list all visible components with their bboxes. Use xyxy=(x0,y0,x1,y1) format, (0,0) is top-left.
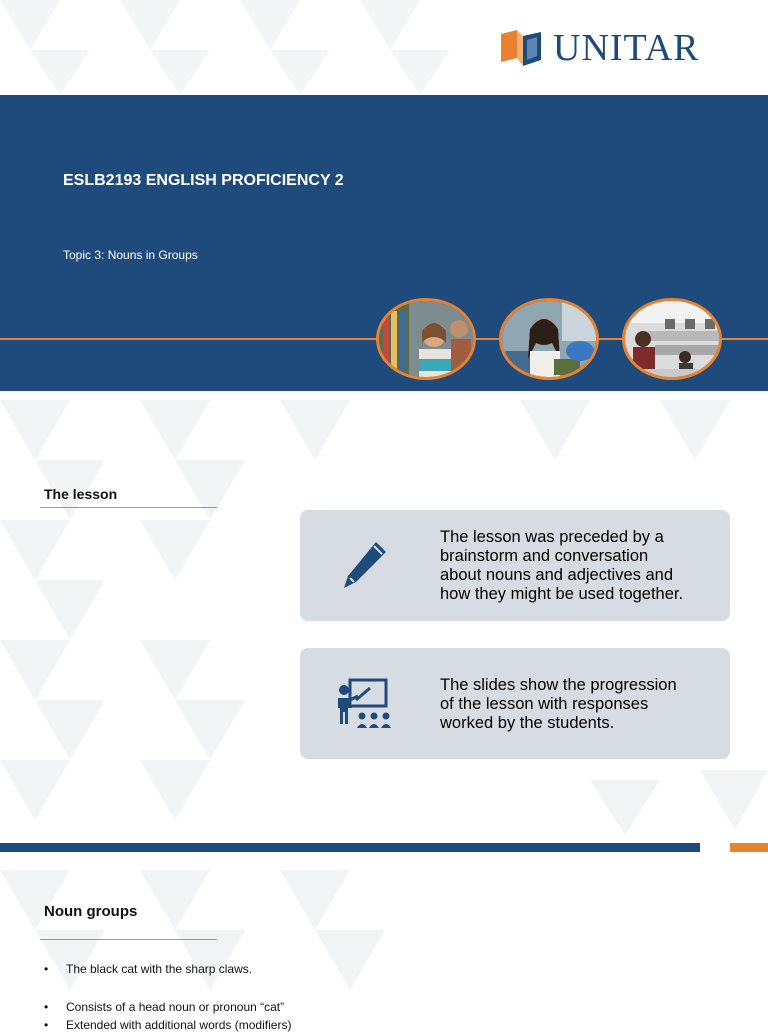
topic-subtitle: Topic 3: Nouns in Groups xyxy=(63,248,198,262)
pencil-icon xyxy=(338,538,390,594)
banner-content xyxy=(0,0,768,400)
teacher-presentation-icon xyxy=(336,678,394,732)
bullet-text: Consists of a head noun or pronoun “cat” xyxy=(66,1000,285,1014)
lesson-heading-rule xyxy=(40,507,217,508)
card-line: worked by the students. xyxy=(440,714,615,732)
card-line: how they might be used together. xyxy=(440,585,684,603)
slide-divider-blue xyxy=(0,843,700,852)
card-line: about nouns and adjectives and xyxy=(440,566,674,584)
card-line: The slides show the progression xyxy=(440,676,677,694)
classroom-computers-photo xyxy=(622,298,722,380)
logo-text: UNITAR xyxy=(553,27,700,69)
noun-groups-heading: Noun groups xyxy=(44,903,138,920)
card-line: of the lesson with responses xyxy=(440,695,649,713)
list-item: • Consists of a head noun or pronoun “cat” xyxy=(44,1000,285,1014)
lesson-heading: The lesson xyxy=(44,486,118,502)
bullet-text: The black cat with the sharp claws. xyxy=(66,962,253,976)
card-line: brainstorm and conversation xyxy=(440,547,649,565)
lesson-card-brainstorm xyxy=(300,510,730,621)
noun-groups-heading-rule xyxy=(40,939,217,940)
lesson-card-text xyxy=(440,528,683,604)
slide-divider-orange xyxy=(730,843,768,852)
list-item: • Extended with additional words (modifiers) xyxy=(44,1018,292,1032)
lesson-card-text xyxy=(440,676,677,733)
list-item: • The black cat with the sharp claws. xyxy=(44,962,253,976)
lesson-card-slides xyxy=(300,648,730,759)
noun-groups-bullet-list xyxy=(44,962,744,1032)
course-title: ESLB2193 ENGLISH PROFICIENCY 2 xyxy=(63,172,344,189)
student-reading-photo xyxy=(376,298,476,380)
bullet-text: Extended with additional words (modifiers) xyxy=(66,1018,292,1032)
card-line: The lesson was preceded by a xyxy=(440,528,664,546)
student-smiling-photo xyxy=(499,298,599,380)
